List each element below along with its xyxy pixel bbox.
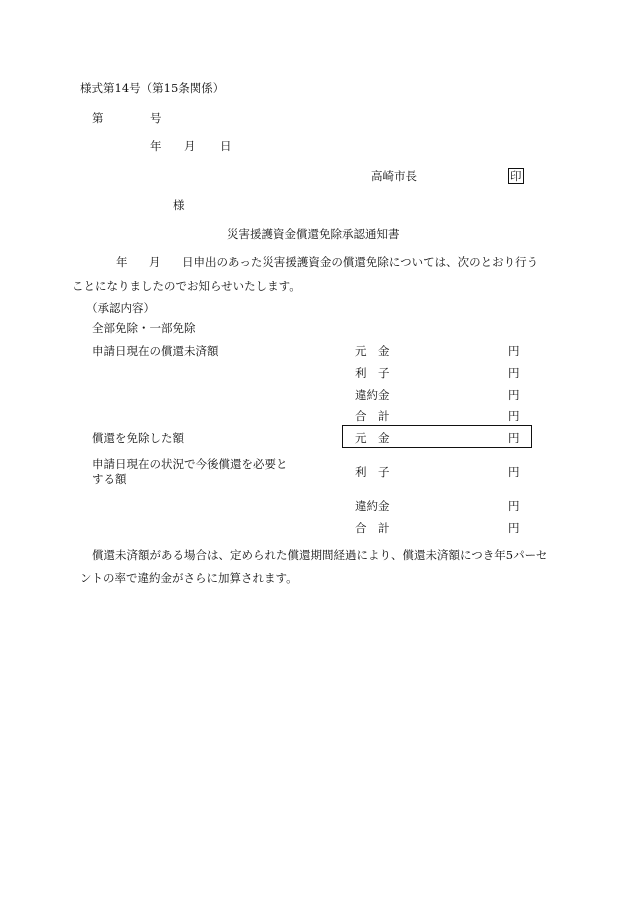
yen-1: 円 xyxy=(508,344,520,358)
doc-number-dai: 第 xyxy=(92,111,104,125)
item-principal-unpaid: 元 金 xyxy=(355,344,390,358)
body-month: 月 xyxy=(149,255,161,269)
date-year: 年 xyxy=(150,139,162,153)
yen-7: 円 xyxy=(508,499,520,513)
yen-4: 円 xyxy=(508,409,520,423)
date-day: 日 xyxy=(220,139,232,153)
doc-number-go: 号 xyxy=(150,111,162,125)
yen-3: 円 xyxy=(508,388,520,402)
yen-5: 円 xyxy=(508,431,520,445)
seal-mark xyxy=(508,169,524,184)
unpaid-amount-label: 申請日現在の償還未済額 xyxy=(92,344,219,358)
item-total-unpaid: 合 計 xyxy=(355,409,390,423)
exempt-amount-label: 償還を免除した額 xyxy=(92,431,184,445)
seal-text: 印 xyxy=(510,169,522,183)
note-line1: 償還未済額がある場合は、定められた償還期間経過により、償還未済額につき年5パーセ xyxy=(92,548,548,562)
yen-8: 円 xyxy=(508,521,520,535)
document-title: 災害援護資金償還免除承認通知書 xyxy=(227,227,400,241)
item-principal-exempt: 元 金 xyxy=(355,431,390,445)
yen-2: 円 xyxy=(508,366,520,380)
approval-heading: （承認内容） xyxy=(86,301,155,315)
body-text-line1: 日申出のあった災害援護資金の償還免除については、次のとおり行う xyxy=(182,255,539,269)
item-penalty-future: 違約金 xyxy=(355,499,390,513)
form-label: 様式第14号（第15条関係） xyxy=(80,81,225,95)
recipient-suffix: 様 xyxy=(173,198,185,212)
future-amount-label-line1: 申請日現在の状況で今後償還を必要と xyxy=(92,457,288,471)
body-text-line2: ことになりましたのでお知らせいたします。 xyxy=(72,279,301,293)
future-amount-label-line2: する額 xyxy=(92,472,127,486)
note-line2: ントの率で違約金がさらに加算されます。 xyxy=(80,571,298,585)
issuer-title: 高崎市長 xyxy=(371,169,417,183)
approval-type: 全部免除・一部免除 xyxy=(92,321,196,335)
item-interest-future: 利 子 xyxy=(355,465,390,479)
date-month: 月 xyxy=(184,139,196,153)
item-interest-unpaid: 利 子 xyxy=(355,366,390,380)
body-year: 年 xyxy=(116,255,128,269)
item-penalty-unpaid: 違約金 xyxy=(355,388,390,402)
yen-6: 円 xyxy=(508,465,520,479)
item-total-future: 合 計 xyxy=(355,521,390,535)
